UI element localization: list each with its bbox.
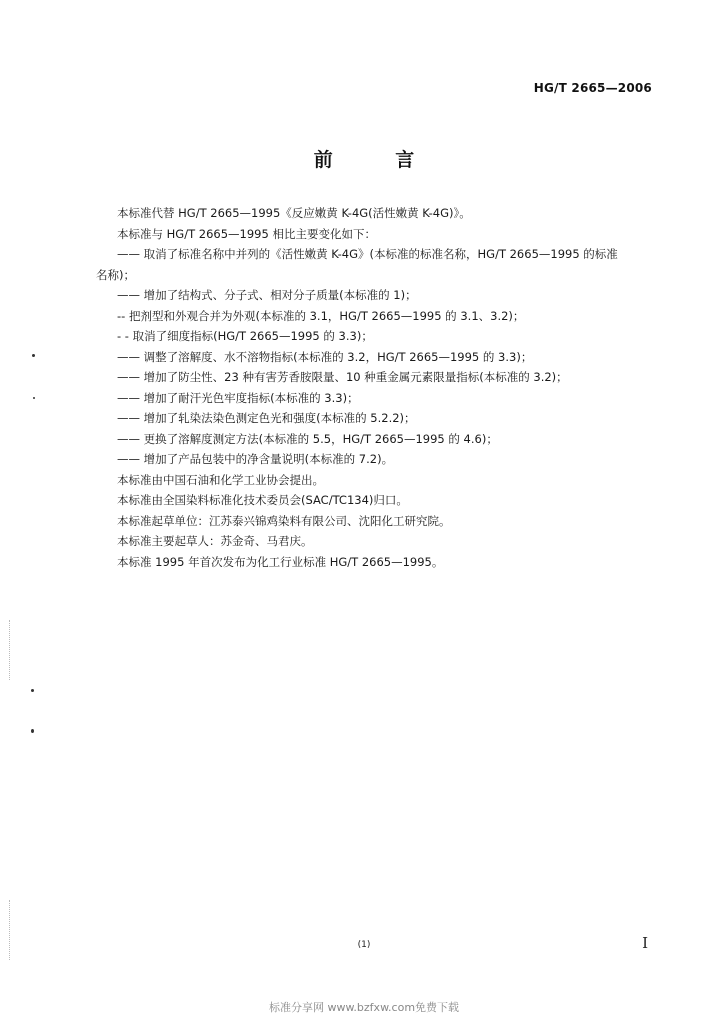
change-item-4: - - 取消了细度指标(HG/T 2665—1995 的 3.3)； (117, 329, 373, 343)
scan-speck (32, 354, 35, 357)
page-code: (1) (357, 940, 371, 950)
standard-code: HG/T 2665—2006 (533, 81, 652, 95)
change-item-1: —— 取消了标准名称中并列的《活性嫩黄 K-4G》(本标准的标准名称，HG/T 2665—1995 的标准 (117, 247, 618, 261)
roman-page-number: I (642, 934, 648, 952)
change-item-7: —— 增加了耐汗光色牢度指标(本标准的 3.3)； (117, 390, 359, 405)
change-item-8: —— 增加了轧染法染色测定色光和强度(本标准的 5.2.2)； (117, 411, 416, 425)
change-item-5: —— 调整了溶解度、水不溶物指标(本标准的 3.2，HG/T 2665—1995 的 3.3)； (117, 349, 533, 364)
paragraph-replacement: 本标准代替 HG/T 2665—1995《反应嫩黄 K-4G(活性嫩黄 K-4G)》。 (117, 206, 471, 220)
paragraph-drafting-units: 本标准起草单位：江苏泰兴锦鸡染料有限公司、沈阳化工研究院。 (117, 513, 451, 528)
change-item-6: —— 增加了防尘性、23 种有害芳香胺限量、10 种重金属元素限量指标(本标准的 3.2)； (117, 370, 568, 384)
scan-margin-dots (9, 900, 11, 960)
change-item-2: —— 增加了结构式、分子式、相对分子质量(本标准的 1)； (117, 288, 417, 302)
scan-speck (31, 689, 34, 692)
change-item-10: —— 增加了产品包装中的净含量说明(本标准的 7.2)。 (117, 452, 394, 466)
change-item-9: —— 更换了溶解度测定方法(本标准的 5.5，HG/T 2665—1995 的 4.6)； (117, 431, 498, 446)
paragraph-changes-intro: 本标准与 HG/T 2665—1995 相比主要变化如下： (117, 226, 376, 241)
page-title: 前 言 (313, 149, 443, 171)
paragraph-centralized-by: 本标准由全国染料标准化技术委员会(SAC/TC134)归口。 (117, 493, 408, 507)
foreword-body (96, 203, 656, 572)
paragraph-proposed-by: 本标准由中国石油和化学工业协会提出。 (117, 472, 324, 487)
scan-margin-dots (9, 620, 11, 680)
watermark-footer: 标准分享网 www.bzfxw.com免费下载 (268, 1001, 460, 1014)
paragraph-first-issued: 本标准 1995 年首次发布为化工行业标准 HG/T 2665—1995。 (117, 554, 444, 569)
paragraph-drafters: 本标准主要起草人：苏金奇、马君庆。 (117, 534, 313, 548)
change-item-3: -- 把剂型和外观合并为外观(本标准的 3.1，HG/T 2665—1995 的 3.1、3.2)； (117, 308, 525, 323)
scan-speck (33, 397, 35, 399)
change-item-1-cont: 名称)； (96, 267, 135, 282)
scan-speck (31, 729, 34, 733)
